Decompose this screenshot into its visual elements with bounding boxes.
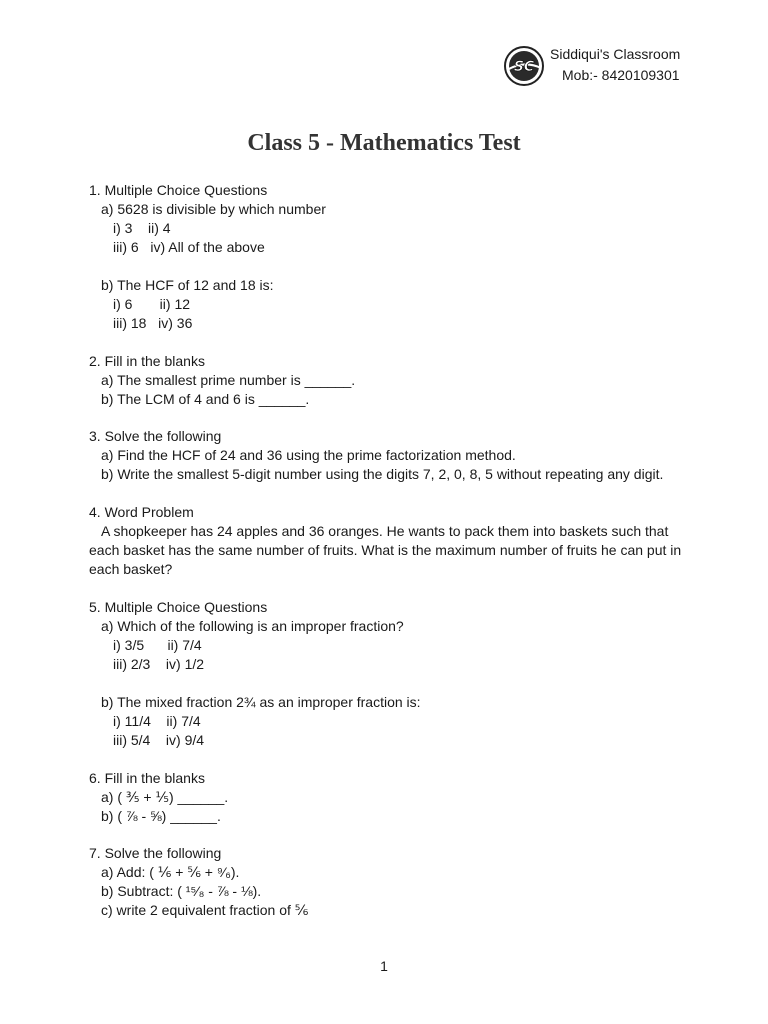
page-title: Class 5 - Mathematics Test: [247, 130, 521, 156]
question-heading: 5. Multiple Choice Questions: [89, 598, 268, 615]
question-heading: 2. Fill in the blanks: [89, 352, 205, 369]
page-number: 1: [380, 958, 388, 974]
question-text: a) Find the HCF of 24 and 36 using the prime factorization method.: [101, 447, 516, 464]
question-heading: 6. Fill in the blanks: [89, 769, 205, 786]
question-2: [89, 352, 689, 409]
answer-options: iii) 2/3 iv) 1/2: [113, 655, 205, 672]
header: [504, 44, 744, 90]
question-3: [89, 427, 689, 484]
question-5: [89, 598, 689, 750]
test-content: [89, 181, 689, 920]
question-text: b) The LCM of 4 and 6 is ______.: [101, 390, 310, 407]
word-problem-text: A shopkeeper has 24 apples and 36 oranges. He wants to pack them into baskets such that: [101, 523, 669, 540]
question-6: [89, 769, 689, 826]
question-4: [89, 503, 689, 579]
question-1: [89, 181, 689, 333]
question-heading: 7. Solve the following: [89, 845, 222, 862]
answer-options: iii) 6 iv) All of the above: [113, 239, 265, 255]
question-text: a) ( ⅗ + ⅕) ______.: [101, 788, 229, 805]
question-text: b) Subtract: ( ¹⁵⁄₈ - ⅞ - ⅛).: [101, 883, 262, 900]
answer-options: i) 11/4 ii) 7/4: [113, 712, 201, 729]
answer-options: i) 3/5 ii) 7/4: [113, 636, 202, 653]
question-text: b) ( ⅞ - ⅝) ______.: [101, 807, 221, 824]
question-text: b) Write the smallest 5-digit number using the digits 7, 2, 0, 8, 5 without repeating any digit.: [101, 466, 664, 483]
phone-number: Mob:- 8420109301: [562, 67, 680, 83]
answer-options: i) 3 ii) 4: [113, 220, 171, 236]
question-7: [89, 844, 689, 920]
question-heading: 3. Solve the following: [89, 428, 222, 445]
question-text: a) The smallest prime number is ______.: [101, 371, 356, 388]
question-text: a) Which of the following is an improper fraction?: [101, 617, 404, 634]
question-text: a) Add: ( ⅙ + ⅚ + ⁹⁄₆).: [101, 864, 240, 881]
school-name: Siddiqui's Classroom: [550, 46, 681, 62]
answer-options: i) 6 ii) 12: [113, 295, 191, 312]
siddiquis-classroom-logo: [504, 46, 544, 86]
answer-options: iii) 5/4 iv) 9/4: [113, 731, 205, 748]
question-text: c) write 2 equivalent fraction of ⅚: [101, 902, 309, 919]
question-text: a) 5628 is divisible by which number: [101, 201, 326, 217]
question-heading: 4. Word Problem: [89, 504, 194, 521]
word-problem-text: each basket?: [89, 561, 173, 578]
question-heading: 1. Multiple Choice Questions: [89, 182, 268, 198]
svg-text:SC: SC: [513, 59, 535, 75]
question-text: b) The HCF of 12 and 18 is:: [101, 276, 274, 293]
question-text: b) The mixed fraction 2¾ as an improper fraction is:: [101, 693, 421, 710]
word-problem-text: each basket has the same number of fruits. What is the maximum number of fruits he can put in: [89, 542, 682, 559]
answer-options: iii) 18 iv) 36: [113, 314, 193, 331]
